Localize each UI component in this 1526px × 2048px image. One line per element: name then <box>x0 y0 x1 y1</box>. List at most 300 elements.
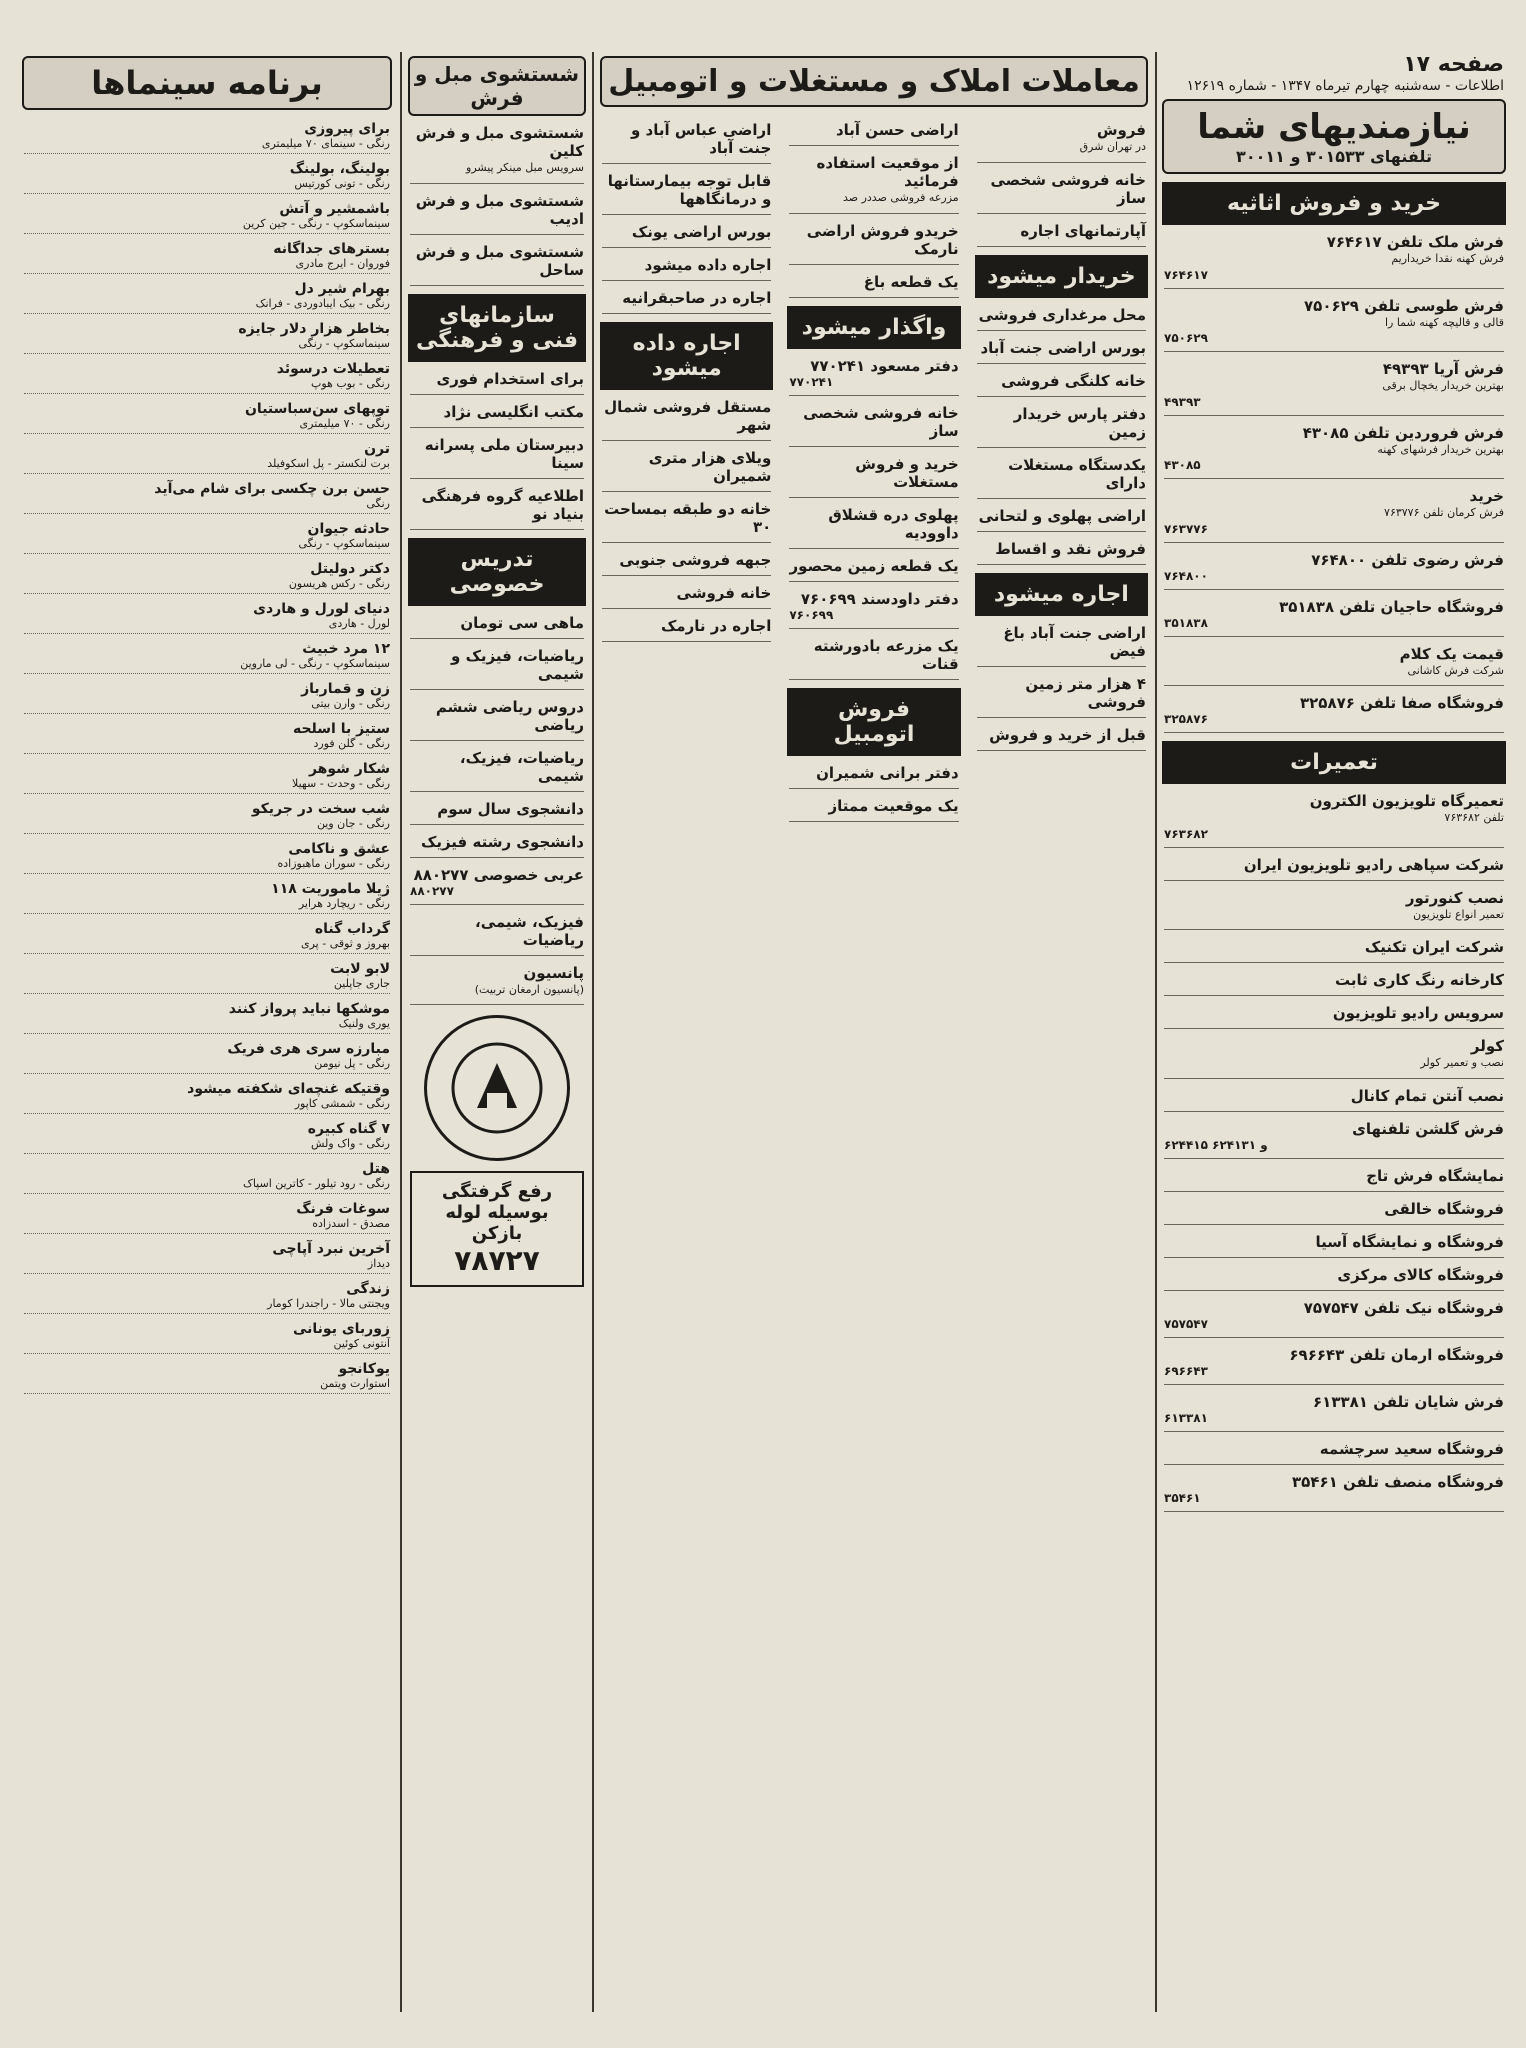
ad-title: تعمیرگاه تلویزیون الکترون <box>1309 792 1504 811</box>
classified-ad <box>410 698 584 741</box>
ad-title: کولر <box>1470 1037 1504 1056</box>
classified-ad <box>602 223 771 248</box>
classified-ad <box>410 487 584 530</box>
film-title: شکار شوهر <box>308 761 390 777</box>
film-title: وقتیکه غنچه‌ای شکفته میشود <box>187 1081 390 1097</box>
ad-title: دفتر مسعود ۷۷۰۲۴۱ <box>810 356 959 375</box>
cinema-listing <box>24 798 390 834</box>
cinema-listing <box>24 198 390 234</box>
classified-ad <box>789 455 958 498</box>
drain-ad-phone: ۷۸۷۲۷ <box>454 1244 540 1277</box>
ad-title: مستقل فروشی شمال شهر <box>604 398 772 434</box>
cinema-listing <box>24 1078 390 1114</box>
ad-body: (پانسیون ارمغان تربیت) <box>474 982 584 996</box>
ad-title: دبیرستان ملی پسرانه سینا <box>424 435 584 472</box>
cinema-listing <box>24 1278 390 1314</box>
film-details: رنگی - بوب هوپ <box>310 377 390 390</box>
film-details: رنگی - وحدت - سهیلا <box>292 777 390 790</box>
column-divider <box>1155 52 1157 2012</box>
film-details: مصدق - اسدزاده <box>312 1217 390 1230</box>
film-title: بهرام شیر دل <box>294 281 390 297</box>
film-details: رنگی <box>366 497 390 510</box>
film-details: لورل - هاردی <box>328 617 390 630</box>
classified-ad <box>977 624 1146 667</box>
classified-ad <box>977 306 1146 331</box>
classified-ad <box>1164 487 1504 543</box>
classified-ad <box>602 617 771 642</box>
ad-body: بهترین خریدار یخچال برقی <box>1382 379 1504 393</box>
classified-ad <box>410 124 584 184</box>
ad-title: خانه فروشی <box>676 584 772 602</box>
ad-title: دروس ریاضی ششم ریاضی <box>435 697 584 734</box>
classified-ad <box>1164 792 1504 848</box>
cinema-column <box>18 52 396 2012</box>
realestate-subcol-right <box>971 115 1152 830</box>
ad-title: اجاره در نارمک <box>660 617 772 635</box>
ad-title: قابل توجه بیمارستانها و درمانگاهها <box>607 172 772 208</box>
ad-title: کارخانه رنگ کاری ثابت <box>1335 971 1504 990</box>
film-details: رنگی - سینمای ۷۰ میلیمتری <box>261 137 390 150</box>
film-title: عشق و ناکامی <box>288 841 390 857</box>
cinema-listing <box>24 1118 390 1154</box>
film-details: سینماسکوپ - رنگی <box>298 337 390 350</box>
realestate-subcol-left <box>596 115 777 830</box>
classified-ad <box>1164 1440 1504 1465</box>
cinema-listing <box>24 838 390 874</box>
film-title: ۷ گناه کبیره <box>307 1121 390 1137</box>
ad-phone: ۷۶۴۶۱۷ <box>1164 267 1208 282</box>
film-details: رنگی - جان وین <box>316 817 390 830</box>
ad-title: ماهی سی تومان <box>460 613 584 632</box>
ad-title: فروشگاه کالای مرکزی <box>1337 1265 1504 1284</box>
ad-title: فرش گلشن تلفنهای <box>1352 1119 1504 1138</box>
classified-ad <box>602 289 771 314</box>
classified-ad <box>1164 1120 1504 1159</box>
ad-phone: ۶۲۴۴۱۵ و ۶۲۴۱۳۱ <box>1164 1137 1268 1152</box>
ad-title: دفتر داودسند ۷۶۰۶۹۹ <box>800 589 959 608</box>
realestate-column <box>596 52 1152 2012</box>
cinema-listing <box>24 758 390 794</box>
section-banner: فروش اتومبیل <box>787 688 960 756</box>
ad-phone: ۷۵۰۶۲۹ <box>1164 331 1208 346</box>
film-title: لابو لابت <box>330 961 390 977</box>
classified-ad <box>977 339 1146 364</box>
film-details: رنگی - تونی کورتیس <box>294 177 390 190</box>
film-title: حسن برن چکسی برای شام می‌آید <box>154 481 390 497</box>
ad-phone: ۷۶۳۶۸۲ <box>1164 826 1208 841</box>
ad-title: فرش طوسی تلفن ۷۵۰۶۲۹ <box>1304 296 1504 315</box>
ad-title: جبهه فروشی جنوبی <box>619 551 772 569</box>
ad-title: نمایشگاه فرش تاج <box>1366 1166 1504 1185</box>
ad-title: مکتب انگلیسی نژاد <box>443 402 584 421</box>
film-details: رنگی - ۷۰ میلیمتری <box>299 417 390 430</box>
film-details: فوروان - ایرج مادری <box>295 257 390 270</box>
classified-ad <box>410 749 584 792</box>
page-number: صفحه ۱۷ <box>1403 52 1504 77</box>
ad-title: محل مرغداری فروشی <box>978 305 1146 324</box>
cinema-title: برنامه سینماها <box>22 56 392 110</box>
classified-ad <box>1164 1473 1504 1512</box>
classified-ad <box>789 797 958 822</box>
cinema-listing <box>24 118 390 154</box>
cinema-listing <box>24 1238 390 1274</box>
classified-ad <box>789 637 958 680</box>
cinema-listing <box>24 558 390 594</box>
cinema-listing <box>24 398 390 434</box>
ad-title: دانشجوی سال سوم <box>437 799 584 818</box>
classified-ad <box>410 964 584 1006</box>
ad-title: برای استخدام فوری <box>436 369 584 388</box>
classified-ad <box>602 551 771 576</box>
ad-phone: ۷۵۷۵۴۷ <box>1164 1316 1208 1331</box>
ad-title: دانشجوی رشته فیزیک <box>420 832 584 851</box>
film-details: برت لنکستر - پل اسکوفیلد <box>267 457 390 470</box>
classified-ad <box>1164 424 1504 480</box>
cinema-listing <box>24 918 390 954</box>
classified-ad <box>977 726 1146 751</box>
classified-ad <box>410 370 584 395</box>
ad-title: شرکت سپاهی رادیو تلویزیون ایران <box>1243 855 1504 874</box>
classified-ad <box>977 456 1146 499</box>
film-details: سینماسکوپ - رنگی - جین کرین <box>242 217 390 230</box>
ad-body: سرویس مبل مینکر پیشرو <box>466 161 584 174</box>
film-title: زندگی <box>346 1281 390 1297</box>
ad-body: نصب و تعمیر کولر <box>1420 1056 1504 1070</box>
classified-ad <box>789 222 958 265</box>
ad-body: تعمیر انواع تلویزیون <box>1413 907 1504 921</box>
cinema-listing <box>24 318 390 354</box>
classified-ad <box>1164 1167 1504 1192</box>
film-title: برای پیروزی <box>304 121 390 137</box>
film-title: یوکانجو <box>338 1361 390 1377</box>
ad-title: عربی خصوصی ۸۸۰۲۷۷ <box>413 865 584 884</box>
classified-ad <box>410 647 584 690</box>
ad-title: خانه فروشی شخصی ساز <box>990 170 1146 207</box>
classified-ad <box>410 866 584 905</box>
ad-title: اراضی پهلوی و لتحانی <box>978 506 1146 525</box>
ad-title: آپارتمانهای اجاره <box>1020 221 1146 240</box>
classified-ad <box>1164 1200 1504 1225</box>
ad-title: یک قطعه باغ <box>863 272 959 291</box>
ad-title: فیزیک، شیمی، ریاضیات <box>475 912 584 949</box>
ad-title: قبل از خرید و فروش <box>989 725 1146 744</box>
classified-ad <box>1164 297 1504 353</box>
ad-title: اراضی جنت آباد باغ فیض <box>1003 623 1146 660</box>
ad-title: خانه دو طبقه بمساحت ۳۰ <box>604 500 772 536</box>
film-details: یوری ولنیک <box>338 1017 390 1030</box>
film-details: رنگی - پل نیومن <box>314 1057 390 1070</box>
film-details: دیداز <box>367 1257 390 1270</box>
ad-title: فروش نقد و اقساط <box>995 539 1146 558</box>
classified-ad <box>1164 645 1504 687</box>
film-details: رنگی - گلن فورد <box>313 737 390 750</box>
ad-title: دفتر پارس خریدار زمین <box>1013 404 1146 441</box>
film-title: مبارزه سری هری فریک <box>227 1041 390 1057</box>
classified-ad <box>1164 360 1504 416</box>
ad-title: ۴ هزار متر زمین فروشی <box>1025 674 1146 711</box>
ad-title: ریاضیات، فیزیک، شیمی <box>459 748 584 785</box>
classified-ad <box>977 540 1146 565</box>
ad-title: یک مزرعه بادورشته قنات <box>813 636 959 673</box>
ad-title: شرکت ایران تکنیک <box>1364 938 1504 957</box>
film-title: موشکها نباید پرواز کنند <box>228 1001 390 1017</box>
column-divider <box>592 52 594 2012</box>
classified-ad <box>410 833 584 858</box>
section-banner: اجاره داده میشود <box>600 322 773 390</box>
film-title: ترن <box>364 441 390 457</box>
ad-title: فروش <box>1096 121 1146 139</box>
classified-ad <box>410 403 584 428</box>
classified-ad <box>602 584 771 609</box>
film-details: سینماسکوپ - رنگی <box>298 537 390 550</box>
classified-ad <box>1164 971 1504 996</box>
ad-phone: ۳۲۵۸۷۶ <box>1164 712 1208 727</box>
ad-title: فروشگاه سعید سرچشمه <box>1319 1439 1504 1458</box>
classified-ad <box>789 404 958 447</box>
film-details: رنگی - وارن بیتی <box>311 697 390 710</box>
classified-ad <box>1164 551 1504 590</box>
classified-ad <box>410 800 584 825</box>
classified-ad <box>789 506 958 549</box>
classified-ad <box>410 913 584 956</box>
ad-title: بورس اراضی یونک <box>631 223 772 241</box>
cinema-listing <box>24 238 390 274</box>
ad-title: خانه کلنگی فروشی <box>1001 371 1146 390</box>
ad-title: فروشگاه ارمان تلفن ۶۹۶۶۴۳ <box>1289 1345 1504 1364</box>
classified-ad <box>1164 856 1504 881</box>
ad-title: شستشوی مبل و فرش کلین <box>415 124 584 160</box>
classified-ad <box>1164 1037 1504 1079</box>
ad-title: فروشگاه خالقی <box>1384 1199 1504 1218</box>
film-title: بسترهای جداگانه <box>273 241 390 257</box>
section-banner: خریدار میشود <box>975 255 1148 298</box>
ad-body: شرکت فرش کاشانی <box>1407 663 1504 677</box>
classified-ad <box>1164 1233 1504 1258</box>
film-title: گرداب گناه <box>314 921 390 937</box>
ad-phone: ۴۳۰۸۵ <box>1164 458 1201 473</box>
ad-phone: ۷۶۰۶۹۹ <box>789 607 834 622</box>
classified-ad <box>789 121 958 146</box>
classified-ad <box>602 500 771 543</box>
film-details: رنگی - ریچارد هرایر <box>298 897 390 910</box>
ad-title: یک قطعه زمین محصور <box>789 556 959 575</box>
film-details: استوارت ویتمن <box>320 1377 390 1390</box>
ad-body: فرش کرمان تلفن ۷۶۳۷۷۶ <box>1384 506 1504 520</box>
cinema-listing <box>24 1358 390 1394</box>
film-title: حادثه جیوان <box>307 521 390 537</box>
classified-ad <box>1164 938 1504 963</box>
classified-ad <box>977 171 1146 214</box>
services-title: شستشوی مبل و فرش <box>408 56 586 116</box>
ad-title: فروشگاه حاجیان تلفن ۳۵۱۸۳۸ <box>1279 597 1504 616</box>
classified-ad <box>410 192 584 235</box>
classified-ad <box>1164 598 1504 637</box>
film-title: بخاطر هزار دلار جایزه <box>238 321 390 337</box>
film-details: بهروز و ثوقی - پری <box>300 937 390 950</box>
cinema-listing <box>24 638 390 674</box>
classified-ad <box>977 675 1146 718</box>
classified-ad <box>410 243 584 286</box>
cinema-listing <box>24 438 390 474</box>
classified-ad <box>602 449 771 492</box>
film-title: بولینگ، بولینگ <box>289 161 390 177</box>
classified-ad <box>789 154 958 214</box>
ad-title: ریاضیات، فیزیک و شیمی <box>451 646 584 683</box>
ad-title: شستشوی مبل و فرش ادیب <box>415 191 584 228</box>
ad-phone: ۶۱۳۳۸۱ <box>1164 1410 1208 1425</box>
needs-column <box>1158 52 1510 2012</box>
classified-ad <box>1164 1004 1504 1029</box>
ad-phone: ۴۹۳۹۳ <box>1164 394 1201 409</box>
needs-title: نیازمندیهای شما <box>1197 107 1471 148</box>
ad-title: اراضی حسن آباد <box>835 121 959 139</box>
ad-title: اراضی عباس آباد و جنت آباد <box>630 121 772 157</box>
needs-phones: تلفنهای ۳۰۱۵۳۳ و ۳۰۰۱۱ <box>1236 147 1432 167</box>
film-details: رنگی - سوران ماهبوزاده <box>277 857 390 870</box>
ad-body: فرش کهنه نقدا خریداریم <box>1391 252 1504 266</box>
classified-ad <box>789 764 958 789</box>
ad-title: نصب کنورتور <box>1405 888 1504 907</box>
classified-ad <box>977 507 1146 532</box>
film-title: دنیای لورل و هاردی <box>253 601 390 617</box>
ad-title: بورس اراضی جنت آباد <box>980 338 1146 357</box>
classified-ad <box>789 273 958 298</box>
film-title: ستیز با اسلحه <box>292 721 390 737</box>
drain-ad <box>410 1171 584 1287</box>
classified-ad <box>789 557 958 582</box>
film-details: رنگی - رکس هریسون <box>288 577 390 590</box>
realestate-subcol-middle <box>783 115 964 830</box>
section-banner: اجاره میشود <box>975 573 1148 616</box>
classified-ad <box>789 357 958 396</box>
cinema-listing <box>24 478 390 514</box>
ad-title: پانسیون <box>523 963 584 982</box>
ad-title: خانه فروشی شخصی ساز <box>803 403 959 440</box>
ad-phone: ۳۵۴۶۱ <box>1164 1490 1201 1505</box>
film-title: باشمشیر و آتش <box>279 201 390 217</box>
cinema-listing <box>24 1158 390 1194</box>
ad-title: دفتر برانی شمیران <box>816 763 959 782</box>
ad-title: اجاره داده میشود <box>644 256 772 274</box>
services-column <box>404 52 590 2012</box>
classified-ad <box>977 372 1146 397</box>
ad-body: قالی و قالیچه کهنه شما را <box>1384 315 1504 329</box>
film-title: هتل <box>362 1161 390 1177</box>
issue-date: اطلاعات - سه‌شنبه چهارم تیرماه ۱۳۴۷ - شماره ۱۲۶۱۹ <box>1186 78 1504 95</box>
ad-body: مزرعه فروشی صددر صد <box>842 191 959 204</box>
film-title: آخرین نبرد آپاچی <box>272 1241 390 1257</box>
ad-title: خریدو فروش اراضی نارمک <box>806 221 959 258</box>
classified-ad <box>410 614 584 639</box>
ad-title: شستشوی مبل و فرش ساحل <box>415 242 584 279</box>
cinema-listing <box>24 1318 390 1354</box>
classified-ad <box>1164 1299 1504 1338</box>
drain-ad-text: رفع گرفتگی بوسیله لوله بازکن <box>441 1181 553 1244</box>
ad-title: فرش آریا ۴۹۳۹۳ <box>1382 360 1504 379</box>
film-details: جاری جاپلین <box>333 977 390 990</box>
ad-title: فرش رضوی تلفن ۷۶۴۸۰۰ <box>1311 550 1504 569</box>
section-banner: تدریس خصوصی <box>408 538 586 606</box>
realestate-title: معاملات املاک و مستغلات و اتومبیل <box>600 56 1148 107</box>
classified-ad <box>602 256 771 281</box>
ad-phone: ۷۶۴۸۰۰ <box>1164 568 1208 583</box>
ad-title: فرش فروردین تلفن ۴۳۰۸۵ <box>1302 423 1504 442</box>
needs-title-box <box>1162 99 1506 174</box>
page-header <box>1164 52 1504 95</box>
ad-title: خرید <box>1469 487 1504 506</box>
ad-title: یکدستگاه مستغلات دارای <box>1008 455 1146 492</box>
film-title: سوغات فرنگ <box>296 1201 390 1217</box>
classified-ad <box>1164 1266 1504 1291</box>
cinema-listing <box>24 518 390 554</box>
classified-ad <box>1164 1346 1504 1385</box>
ad-title: یک موقعیت ممتاز <box>828 796 959 815</box>
cinema-listing <box>24 878 390 914</box>
cinema-listing <box>24 718 390 754</box>
ad-title: اجاره در صاحبقرانیه <box>622 289 772 307</box>
cinema-listing <box>24 1038 390 1074</box>
classified-ad <box>977 405 1146 448</box>
film-title: توپهای سن‌سباستیان <box>244 401 390 417</box>
film-details: رنگی - واک ولش <box>311 1137 390 1150</box>
classified-ad <box>410 436 584 479</box>
ad-title: فروشگاه منصف تلفن ۳۵۴۶۱ <box>1292 1472 1504 1491</box>
film-details: رنگی - شمشی کاپور <box>294 1097 390 1110</box>
section-furniture: خرید و فروش اثاثیه <box>1162 182 1506 225</box>
film-title: زوربای یونانی <box>292 1321 390 1337</box>
film-title: شب سخت در جریکو <box>251 801 390 817</box>
classified-ad <box>602 172 771 215</box>
film-title: زن و قمارباز <box>301 681 390 697</box>
classified-ad <box>1164 889 1504 931</box>
ad-title: پهلوی دره قشلاق داوودیه <box>828 505 959 542</box>
film-title: دکتر دولیتل <box>310 561 390 577</box>
film-details: ویجنتی مالا - راجندرا کومار <box>267 1297 390 1310</box>
ad-phone: ۶۹۶۶۴۳ <box>1164 1363 1208 1378</box>
ad-title: قیمت یک کلام <box>1399 644 1504 663</box>
cinema-listing <box>24 1198 390 1234</box>
film-title: ژیلا ماموریت ۱۱۸ <box>271 881 390 897</box>
ad-title: فرش ملک تلفن ۷۶۴۶۱۷ <box>1326 233 1504 252</box>
section-banner: تعمیرات <box>1162 741 1506 784</box>
ad-title: فروشگاه صفا تلفن ۳۲۵۸۷۶ <box>1299 694 1504 713</box>
ad-body: بهترین خریدار فرشهای کهنه <box>1377 442 1504 456</box>
cinema-list <box>18 118 396 1394</box>
classified-ad <box>977 222 1146 247</box>
section-banner: سازمانهای فنی و فرهنگی <box>408 294 586 362</box>
ad-title: اطلاعیه گروه فرهنگی بنیاد نو <box>421 486 584 523</box>
ad-body: تلفن ۷۶۳۶۸۲ <box>1444 811 1504 825</box>
cinema-listing <box>24 598 390 634</box>
film-details: رنگی - بیک ایبادوردی - فرانک <box>255 297 390 310</box>
ad-phone: ۸۸۰۲۷۷ <box>410 883 454 898</box>
emblem-icon <box>447 1038 547 1138</box>
classified-ad <box>1164 694 1504 733</box>
ad-title: نصب آنتن تمام کانال <box>1350 1086 1504 1105</box>
film-details: سینماسکوپ - رنگی - لی ماروین <box>240 657 390 670</box>
ad-title: خرید و فروش مستغلات <box>855 454 959 491</box>
classified-ad <box>602 121 771 164</box>
section-banner: واگذار میشود <box>787 306 960 349</box>
ad-phone: ۷۷۰۲۴۱ <box>789 374 834 389</box>
realestate-subcols <box>596 115 1152 830</box>
classified-ad <box>1164 1393 1504 1432</box>
cinema-listing <box>24 678 390 714</box>
ad-title: فروشگاه نیک تلفن ۷۵۷۵۴۷ <box>1303 1298 1504 1317</box>
ad-body: در تهران شرق <box>1079 140 1146 153</box>
ad-title: فروشگاه و نمایشگاه آسیا <box>1315 1232 1504 1251</box>
services-ads <box>404 124 590 1005</box>
